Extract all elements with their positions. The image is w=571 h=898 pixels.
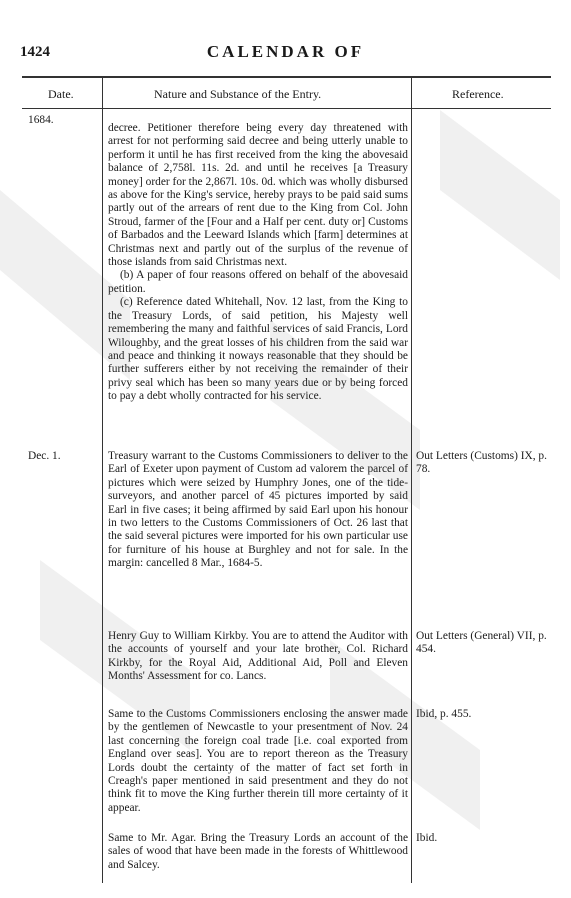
entry-text bbox=[108, 708, 408, 815]
entry-text bbox=[108, 122, 408, 404]
entry-paragraph: Same to Mr. Agar. Bring the Treasury Lords an account of the sales of wood that have been made in the forests of Whittlewood and Salcey. bbox=[108, 832, 408, 871]
entry-paragraph: Same to the Customs Commissioners enclosing the answer made by the gentlemen of Newcastle to your presentment of Nov. 24 last concerning the foreign coal trade [i.e. coal exported from England over seas]. You are to report thereon as the Treasury Lords doubt the certainty of the matter of fact set forth in Creagh's paper mentioned in said presentment and they do not think fit to move the King further therein till more certainty of it appear. bbox=[108, 708, 408, 814]
entry-text bbox=[108, 832, 408, 872]
entry-column-header: Nature and Substance of the Entry. bbox=[154, 87, 322, 101]
entry-reference: Ibid. bbox=[416, 832, 438, 844]
entry-paragraph: Treasury warrant to the Customs Commissioners to deliver to the Earl of Exeter upon payment of Custom ad valorem the parcel of pictures which were seized by Humphry Jones, one of the tide-surveyors, and another parcel of 45 pictures imported by said Earl in five cases; it being affirmed by said Earl upon his honour in two letters to the Customs Commissioners of Oct. 26 last that the said several pictures were imported for his own particular use for furniture of his house at Burghley and not for sale. In the margin: cancelled 8 Mar., 1684-5. bbox=[108, 450, 408, 570]
column-divider bbox=[102, 78, 103, 883]
reference-column-header: Reference. bbox=[452, 87, 504, 101]
running-head: CALENDAR OF bbox=[206, 42, 365, 61]
entry-date: Dec. 1. bbox=[28, 450, 61, 462]
entry-text bbox=[108, 630, 408, 684]
calendar-table bbox=[22, 76, 551, 883]
entry-paragraph: Henry Guy to William Kirkby. You are to attend the Auditor with the accounts of yourself and your late brother, Col. Richard Kirkby, for the Royal Aid, Additional Aid, Poll and Eleven Months' Assessment for co. Lancs. bbox=[108, 630, 408, 683]
entry-reference: Out Letters (Customs) IX, p. 78. bbox=[416, 450, 547, 476]
page-number: 1424 bbox=[20, 44, 50, 60]
date-column-header: Date. bbox=[48, 87, 74, 101]
entry-date: 1684. bbox=[28, 114, 54, 126]
entry-paragraph: (b) A paper of four reasons offered on behalf of the abovesaid petition. bbox=[108, 269, 408, 295]
entry-reference: Out Letters (General) VII, p. 454. bbox=[416, 630, 547, 656]
entry-paragraph: decree. Petitioner therefore being every day threatened with arrest for not performing said decree and being utterly unable to perform it until he has first received from the king the abovesaid balance of 2,758l. 11s. 2d. and until he receives [a Treasury money] order for the 2,867l. 10s. 0d. which was wholly disbursed as above for the King's service, hereby prays to be paid said sums partly out of the arrears of rent due to the King from Col. John Stroud, farmer of the [Four and a Half per cent. duty or] Customs of Barbados and the Leeward Islands which [farm] determines at Christmas next and partly out of the surplus of the revenue of those islands from said Christmas next. bbox=[108, 122, 408, 269]
entry-text bbox=[108, 450, 408, 571]
entry-reference: Ibid, p. 455. bbox=[416, 708, 472, 720]
entry-paragraph: (c) Reference dated Whitehall, Nov. 12 last, from the King to the Treasury Lords, of said petition, his Majesty well remembering the many and faithful services of said Francis, Lord Wiloughby, and the great losses of his children from the said war and peace and thinking it noways reasonable that they should be further sufferers either by not receiving the remainder of their privy seal which has been so many years due or by being forced to pay a debt wholly contracted for his service. bbox=[108, 296, 408, 403]
column-divider bbox=[411, 78, 412, 883]
